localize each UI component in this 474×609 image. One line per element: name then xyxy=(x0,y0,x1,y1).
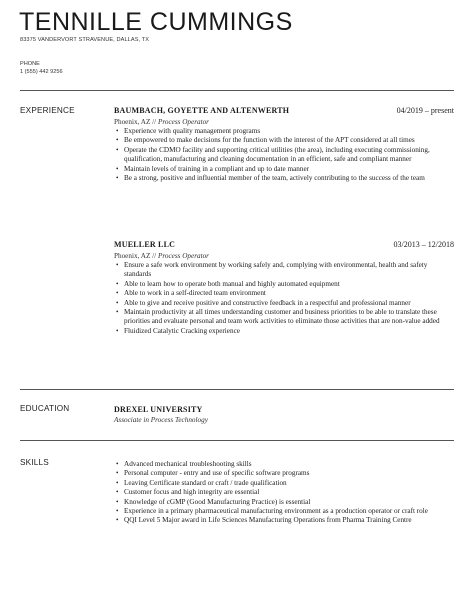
bullet-icon: • xyxy=(116,516,119,525)
bullet-icon: • xyxy=(116,261,119,269)
skill-text: Leaving Certificate standard or craft / trade qualification xyxy=(124,478,287,487)
skill-text: Customer focus and high integrity are essential xyxy=(124,488,260,497)
bullet-icon: • xyxy=(116,127,119,135)
section-heading-education: EDUCATION xyxy=(20,404,70,413)
skill-text: Advanced mechanical troubleshooting skills xyxy=(124,460,252,468)
bullet-text: Operate the CDMO facility and supporting critical utilities (the area), including executing commissioning, qualification, manufacturing and cleaning documentation in an efficient, safe and compliant manner xyxy=(124,145,430,164)
bullet-icon: • xyxy=(116,326,119,335)
list-item xyxy=(114,498,454,507)
job-entry-2 xyxy=(114,240,454,336)
candidate-name: TENNILLE CUMMINGS xyxy=(19,8,293,36)
section-heading-skills: SKILLS xyxy=(20,458,49,467)
education-school: DREXEL UNIVERSITY xyxy=(114,405,203,414)
job-title: Process Operator xyxy=(157,252,209,260)
list-item xyxy=(114,488,454,497)
job-location: Phoenix, AZ // xyxy=(114,118,158,126)
bullet-icon: • xyxy=(116,174,119,183)
list-item xyxy=(114,261,454,280)
job-location: Phoenix, AZ // xyxy=(114,252,158,260)
bullet-text: Able to give and receive positive and constructive feedback in a respectful and professional manner xyxy=(124,298,411,307)
bullet-text: Experience with quality management programs xyxy=(124,127,261,135)
job-title: Process Operator xyxy=(157,118,209,126)
list-item xyxy=(114,280,454,289)
list-item xyxy=(114,174,454,183)
list-item xyxy=(114,327,454,336)
job-bullets xyxy=(114,127,454,183)
bullet-icon: • xyxy=(116,145,119,154)
list-item xyxy=(114,308,454,327)
list-item xyxy=(114,479,454,488)
bullet-icon: • xyxy=(116,136,119,145)
list-item xyxy=(114,299,454,308)
bullet-text: Ensure a safe work environment by working safely and, complying with environmental, health and safety standards xyxy=(124,261,428,279)
divider-experience xyxy=(20,90,454,91)
bullet-icon: • xyxy=(116,164,119,173)
bullet-text: Maintain levels of training in a compliant and up to date manner xyxy=(124,164,310,173)
bullet-icon: • xyxy=(116,478,119,487)
job-location-line xyxy=(114,117,454,127)
job-company: BAUMBACH, GOYETTE AND ALTENWERTH xyxy=(114,106,290,115)
job-company: MUELLER LLC xyxy=(114,240,176,249)
list-item xyxy=(114,460,454,469)
list-item xyxy=(114,289,454,298)
list-item xyxy=(114,136,454,145)
bullet-text: Able to work in a self-directed team environment xyxy=(124,289,266,298)
job-bullets xyxy=(114,261,454,336)
bullet-icon: • xyxy=(116,507,119,516)
list-item xyxy=(114,146,454,165)
skill-text: Experience in a primary pharmaceutical manufacturing environment as a production operator or craft role xyxy=(124,507,428,516)
candidate-address: 83375 VANDERVORT STRAVENUE, DALLAS, TX xyxy=(20,37,150,43)
divider-skills xyxy=(20,440,454,441)
skill-text: Knowledge of cGMP (Good Manufacturing Practice) is essential xyxy=(124,497,311,506)
job-dates: 04/2019 – present xyxy=(396,106,454,115)
skill-text: Personal computer - entry and use of specific software programs xyxy=(124,469,310,478)
skill-text: QQI Level 5 Major award in Life Sciences Manufacturing Operations from Pharma Training Centre xyxy=(124,516,412,525)
skills-list-container xyxy=(114,460,454,526)
divider-education xyxy=(20,389,454,390)
phone-number: 1 (555) 442 9256 xyxy=(20,69,63,75)
list-item xyxy=(114,127,454,136)
list-item xyxy=(114,469,454,478)
bullet-text: Fluidized Catalytic Cracking experience xyxy=(124,326,240,335)
bullet-text: Be empowered to make decisions for the function with the interest of the APT considered at all times xyxy=(124,136,415,145)
bullet-icon: • xyxy=(116,488,119,497)
bullet-text: Be a strong, positive and influential member of the team, actively contributing to the success of the team xyxy=(124,174,425,183)
job-entry-1 xyxy=(114,106,454,183)
bullet-text: Able to learn how to operate both manual and highly automated equipment xyxy=(124,279,340,288)
education-entry xyxy=(114,404,454,425)
phone-label: PHONE xyxy=(20,61,40,67)
bullet-icon: • xyxy=(116,497,119,506)
section-heading-experience: EXPERIENCE xyxy=(20,106,75,115)
job-dates: 03/2013 – 12/2018 xyxy=(393,240,454,249)
list-item xyxy=(114,516,454,525)
bullet-text: Maintain productivity at all times understanding customer and business priorities to be able to translate these priorities and evaluate personal and team work activities to eliminate those activities that are non-value added xyxy=(124,308,440,326)
bullet-icon: • xyxy=(116,279,119,288)
list-item xyxy=(114,507,454,516)
job-location-line xyxy=(114,251,454,261)
bullet-icon: • xyxy=(116,469,119,478)
bullet-icon: • xyxy=(116,460,119,468)
list-item xyxy=(114,165,454,174)
education-degree: Associate in Process Technology xyxy=(114,416,208,424)
bullet-icon: • xyxy=(116,289,119,298)
bullet-icon: • xyxy=(116,308,119,317)
skills-list xyxy=(114,460,454,526)
bullet-icon: • xyxy=(116,298,119,307)
